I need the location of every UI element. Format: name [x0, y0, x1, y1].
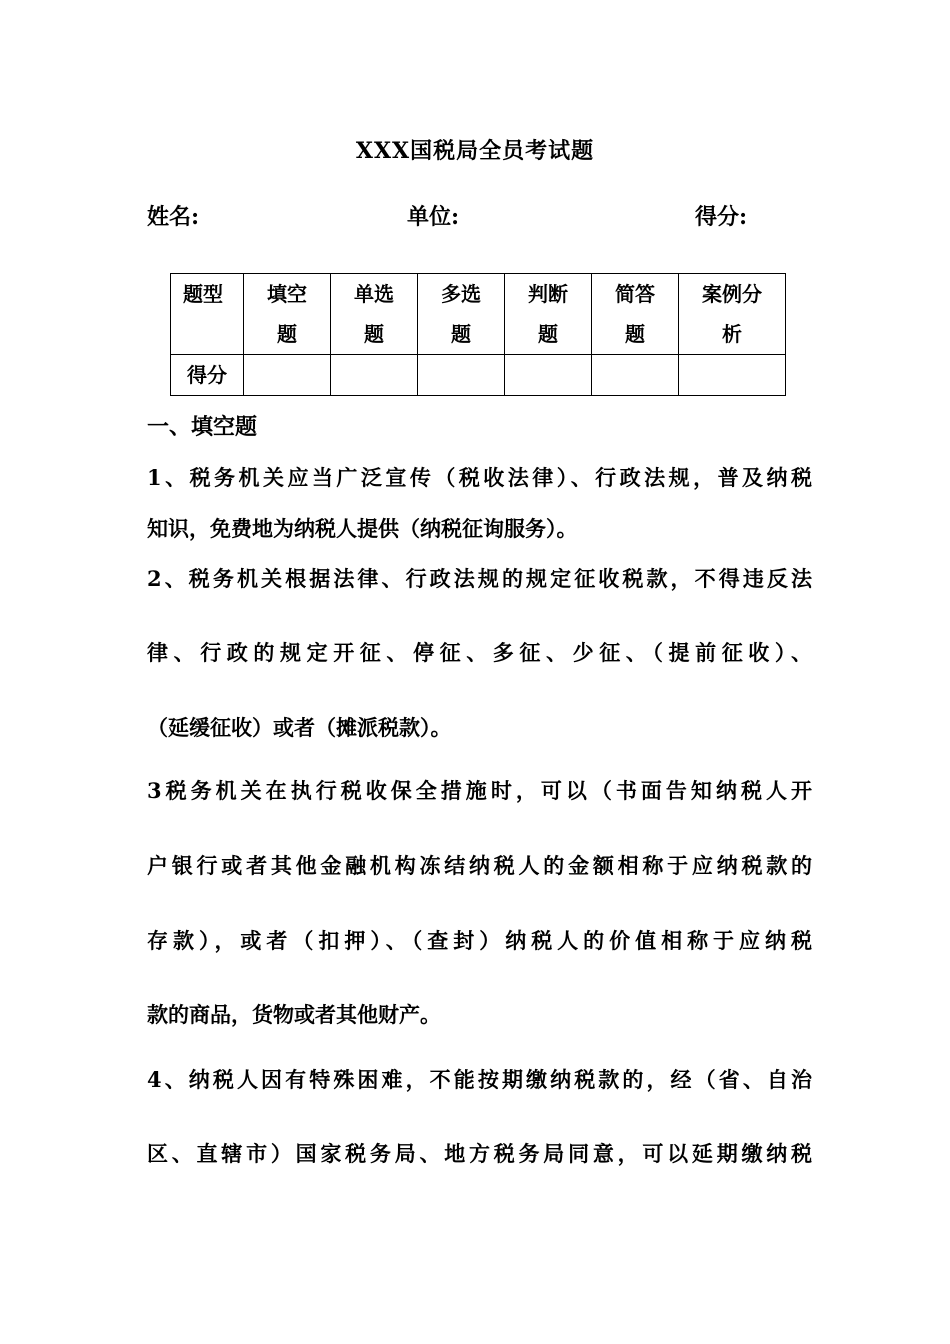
question-1-line-2: 知识，免费地为纳税人提供（纳税征询服务）。 [147, 516, 578, 541]
name-label: 姓名: [147, 204, 200, 230]
candidate-info-row [147, 200, 807, 232]
question-1-line-1: 1、税务机关应当广泛宣传（税收法律）、行政法规，普及纳税 [147, 465, 812, 490]
score-table-score-row [171, 355, 786, 396]
score-cell-multiple-choice [418, 355, 505, 396]
unit-label: 单位: [407, 204, 460, 230]
exam-title: XXX国税局全员考试题 [355, 138, 595, 164]
question-4-line-1: 4、纳税人因有特殊困难，不能按期缴纳税款的，经（省、自治 [147, 1067, 812, 1092]
header-line: 案例分 [702, 282, 762, 306]
question-3-line-4: 款的商品，货物或者其他财产。 [147, 1002, 441, 1027]
question-2-line-1: 2、税务机关根据法律、行政法规的规定征收税款，不得违反法 [147, 566, 812, 591]
header-line: 题 [277, 322, 297, 346]
header-line: 题 [364, 322, 384, 346]
question-2-line-3: （延缓征收）或者（摊派税款）。 [147, 715, 452, 740]
question-3-line-1: 3税务机关在执行税收保全措施时，可以（书面告知纳税人开 [147, 778, 812, 803]
header-line: 题 [451, 322, 471, 346]
header-line: 简答 [615, 282, 655, 306]
header-cell-multiple-choice [418, 274, 505, 355]
score-cell-true-false [505, 355, 592, 396]
header-cell-fill-blank [244, 274, 331, 355]
header-line: 题 [625, 322, 645, 346]
score-row-label: 得分 [171, 355, 244, 396]
section-title-fill-blank: 一、填空题 [147, 414, 258, 440]
question-3-line-2: 户银行或者其他金融机构冻结纳税人的金额相称于应纳税款的 [147, 853, 812, 878]
question-4-line-2: 区、直辖市）国家税务局、地方税务局同意，可以延期缴纳税 [147, 1141, 812, 1166]
header-cell-short-answer [592, 274, 679, 355]
score-table [170, 273, 786, 396]
question-2-line-2: 律、行政的规定开征、停征、多征、少征、（提前征收）、 [147, 640, 812, 665]
header-line: 单选 [354, 282, 394, 306]
header-cell-question-type [171, 274, 244, 355]
score-cell-fill-blank [244, 355, 331, 396]
question-3-line-3: 存款），或者（扣押）、（查封）纳税人的价值相称于应纳税 [147, 928, 812, 953]
score-cell-case-analysis [679, 355, 786, 396]
header-line: 判断 [528, 282, 568, 306]
header-cell-case-analysis [679, 274, 786, 355]
header-line: 多选 [441, 282, 481, 306]
score-table-header-row [171, 274, 786, 355]
score-cell-single-choice [331, 355, 418, 396]
score-label: 得分: [695, 204, 748, 230]
header-cell-single-choice [331, 274, 418, 355]
score-cell-short-answer [592, 355, 679, 396]
header-line: 题型 [183, 282, 223, 306]
header-line: 题 [538, 322, 558, 346]
header-line: 填空 [267, 282, 307, 306]
header-cell-true-false [505, 274, 592, 355]
header-line: 析 [722, 322, 742, 346]
